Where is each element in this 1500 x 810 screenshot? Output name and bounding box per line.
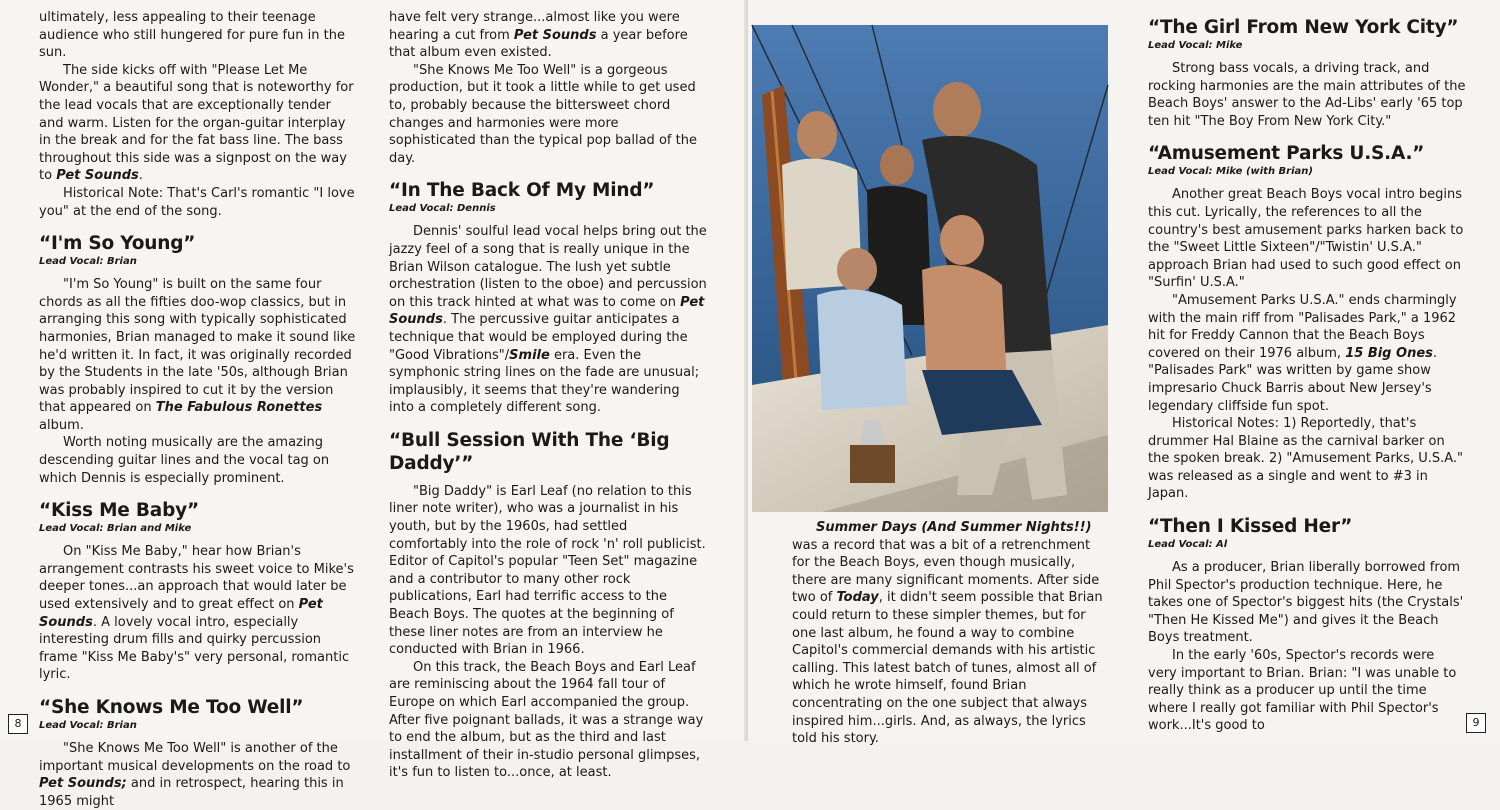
paragraph: "Amusement Parks U.S.A." ends charmingly with the main riff from "Palisades Park," a 1962 hit for Freddy Cannon that the Beach Boys covered on their 1976 album, 15 Big Ones. "Palisades Park" was written by game show impresario Chuck Barris about New Jersey's legendary cliffside fun spot. xyxy=(1148,292,1457,414)
paragraph: On "Kiss Me Baby," hear how Brian's arrangement contrasts his sweet voice to Mike's deeper tones...an approach that would later be used extensively and to great effect on Pet Sounds. A lovely vocal intro, especially interesting drum fills and quirky percussion frame "Kiss Me Baby's" very personal, romantic lyric. xyxy=(39,544,354,683)
lead-vocal-credit: Lead Vocal: Mike (with Brian) xyxy=(1148,166,1313,178)
left-page xyxy=(0,0,748,809)
photo-band-on-sailboat xyxy=(752,25,1108,512)
song-title: “Amusement Parks U.S.A.” xyxy=(1148,143,1425,165)
song-title: “Kiss Me Baby” xyxy=(39,500,199,522)
paragraph: "Big Daddy" is Earl Leaf (no relation to this liner note writer), who was a journalist in his youth, but by the 1960s, had settled comfortably into the role of rock 'n' roll publicist. Editor of Capitol's popular "Teen Set" magazine and a contributor to many other rock publications, Earl had terrific access to the Beach Boys. The quotes at the beginning of these liner notes are from an interview he conducted with Brian in 1966. xyxy=(389,483,706,658)
paragraph: ultimately, less appealing to their teenage audience who still hungered for pure fun in the sun. xyxy=(39,10,345,61)
page-number: 9 xyxy=(1466,713,1486,733)
song-title: “The Girl From New York City” xyxy=(1148,17,1459,38)
photo-illustration xyxy=(752,25,1108,512)
song-title: “Bull Session With The ‘Big Daddy’” xyxy=(389,429,670,474)
paragraph: Dennis' soulful lead vocal helps bring out the jazzy feel of a song that is really unique in the Brian Wilson catalogue. The lush yet subtle orchestration (listen to the oboe) and percussion on this track hinted at what was to come on Pet Sounds. The percussive guitar anticipates a technique that would be employed during the "Good Vibrations"/Smile era. Even the symphonic string lines on the fade are unusual; implausibly, it seems that they're wandering into a completely different song. xyxy=(389,224,707,416)
paragraph: "She Knows Me Too Well" is another of the important musical developments on the road to Pet Sounds; and in retrospect, hearing this in 1965 might xyxy=(39,741,351,809)
lead-vocal-credit: Lead Vocal: Al xyxy=(1148,539,1228,551)
lead-vocal-credit: Lead Vocal: Brian xyxy=(39,256,137,268)
right-column-2 xyxy=(1148,16,1466,735)
page-number: 8 xyxy=(8,714,28,734)
left-column-1 xyxy=(39,9,357,810)
lead-vocal-credit: Lead Vocal: Brian xyxy=(39,720,137,731)
lead-vocal-credit: Lead Vocal: Dennis xyxy=(389,203,496,215)
paragraph: Strong bass vocals, a driving track, and rocking harmonies are the main attributes of the Beach Boys' answer to the Ad-Libs' early '65 top ten hit "The Boy From New York City." xyxy=(1148,61,1466,129)
song-title: “Then I Kissed Her” xyxy=(1148,516,1353,538)
paragraph: On this track, the Beach Boys and Earl Leaf are reminiscing about the 1964 fall tour of Europe on which Earl accompanied the group. After five poignant ballads, it was a strange way to end the album, but as the third and last installment of their in-studio personal glimpses, it's fun to listen to...once, at least. xyxy=(389,659,704,781)
paragraph: "She Knows Me Too Well" is a gorgeous production, but it took a little while to get used to, probably because the bittersweet chord changes and harmonies were more sophisticated than the typical pop ballad of the day. xyxy=(389,62,697,166)
paragraph: "I'm So Young" is built on the same four chords as all the fifties doo-wop classics, but in arranging this song with typically sophisticated harmonies, Brian managed to make it sound like he'd written it. In fact, it was originally recorded by the Students in the late '50s, although Brian was probably inspired to cut it by the version that appeared on The Fabulous Ronettes album. xyxy=(39,277,356,433)
song-title: “She Knows Me Too Well” xyxy=(39,697,304,718)
paragraph: Another great Beach Boys vocal intro begins this cut. Lyrically, the references to all the country's best amusement parks harken back to the "Sweet Little Sixteen"/"Twistin' U.S.A." approach Brian had used to such good effect on "Surfin' U.S.A." xyxy=(1148,187,1464,291)
lead-vocal-credit: Lead Vocal: Brian and Mike xyxy=(39,523,192,535)
right-column-caption xyxy=(792,519,1108,748)
song-title: “I'm So Young” xyxy=(39,233,196,255)
song-title: “In The Back Of My Mind” xyxy=(389,180,655,202)
paragraph: have felt very strange...almost like you were hearing a cut from Pet Sounds a year before that album even existed. xyxy=(389,10,688,61)
paragraph: The side kicks off with "Please Let Me Wonder," a beautiful song that is noteworthy for the lead vocals that are exceptionally tender and warm. Listen for the organ-guitar interplay in the break and for the fat bass line. The bass throughout this side was a signpost on the way to Pet Sounds. xyxy=(39,62,354,184)
paragraph: In the early '60s, Spector's records were very important to Brian. Brian: "I was unable to really think as a producer up until the time where I really got familiar with Phil Spector's work...It's good to xyxy=(1148,648,1457,734)
paragraph: Worth noting musically are the amazing descending guitar lines and the vocal tag on which Dennis is especially prominent. xyxy=(39,435,330,486)
paragraph: Summer Days (And Summer Nights!!) was a record that was a bit of a retrenchment for the Beach Boys, even though musically, there are many significant moments. After side two of Today, it didn't seem possible that Brian could return to these simpler themes, but for one last album, he found a way to combine Capitol's commercial demands with his artistic calling. This latest batch of tunes, almost all of which he wrote himself, found Brian concentrating on the one subject that always inspired him...girls. And, as always, the lyrics told his story. xyxy=(792,520,1103,747)
paragraph: Historical Notes: 1) Reportedly, that's drummer Hal Blaine as the carnival barker on the spoken break. 2) "Amusement Parks, U.S.A." was released as a single and went to #3 in Japan. xyxy=(1148,416,1464,502)
paragraph: As a producer, Brian liberally borrowed from Phil Spector's production technique. Here, he takes one of Spector's biggest hits (the Crystals' "Then He Kissed Me") and gives it the Beach Boys treatment. xyxy=(1148,560,1464,646)
lead-vocal-credit: Lead Vocal: Mike xyxy=(1148,40,1243,51)
paragraph: Historical Note: That's Carl's romantic "I love you" at the end of the song. xyxy=(39,185,355,219)
left-column-2 xyxy=(389,9,707,782)
